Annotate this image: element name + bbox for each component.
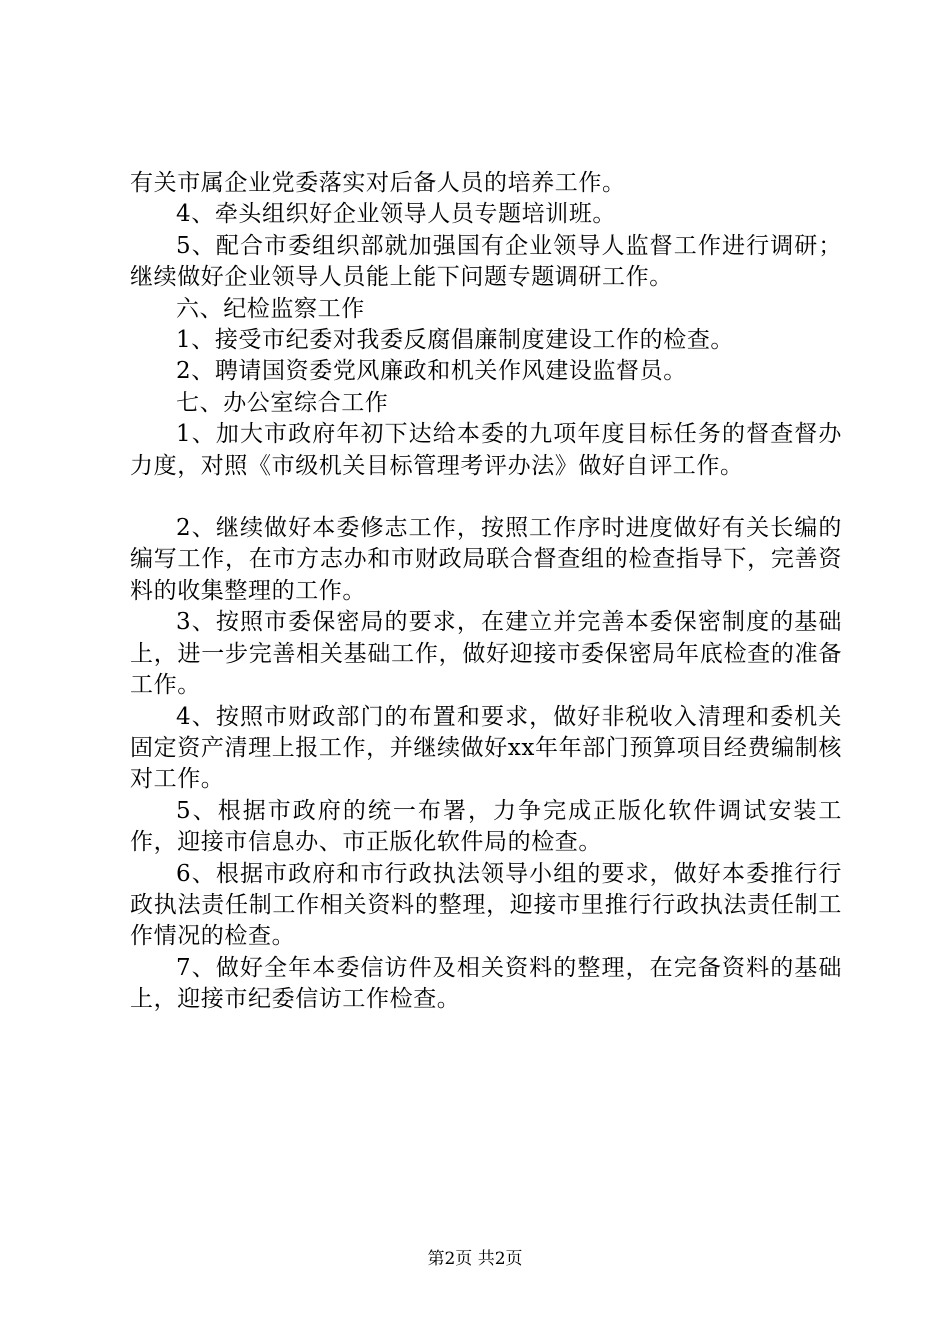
paragraph-office-5: 5、根据市政府的统一布署，力争完成正版化软件调试安装工作，迎接市信息办、市正版化软件局的检查。 <box>130 797 842 856</box>
paragraph-discipline-1: 1、接受市纪委对我委反腐倡廉制度建设工作的检查。 <box>176 327 735 354</box>
paragraph-continuation: 有关市属企业党委落实对后备人员的培养工作。 <box>130 170 626 196</box>
document-body <box>130 168 842 1016</box>
paragraph-office-3: 3、按照市委保密局的要求，在建立并完善本委保密制度的基础上，进一步完善相关基础工作，做好迎接市委保密局年底检查的准备工作。 <box>130 609 842 699</box>
paragraph-item-5: 5、配合市委组织部就加强国有企业领导人监督工作进行调研；继续做好企业领导人员能上能下问题专题调研工作。 <box>130 232 842 291</box>
paragraph-office-1: 1、加大市政府年初下达给本委的九项年度目标任务的督查督办力度，对照《市级机关目标管理考评办法》做好自评工作。 <box>130 421 842 479</box>
section-heading-office: 七、办公室综合工作 <box>176 389 389 416</box>
paragraph-item-4: 4、牵头组织好企业领导人员专题培训班。 <box>176 201 617 228</box>
paragraph-office-7: 7、做好全年本委信访件及相关资料的整理，在完备资料的基础上，迎接市纪委信访工作检查。 <box>130 954 842 1013</box>
paragraph-office-6: 6、根据市政府和市行政执法领导小组的要求，做好本委推行行政执法责任制工作相关资料的整理，迎接市里推行行政执法责任制工作情况的检查。 <box>130 860 842 950</box>
page-number-footer: 第2页 共2页 <box>427 1249 523 1269</box>
section-heading-discipline: 六、纪检监察工作 <box>176 295 365 322</box>
paragraph-discipline-2: 2、聘请国资委党风廉政和机关作风建设监督员。 <box>176 358 687 385</box>
paragraph-office-2: 2、继续做好本委修志工作，按照工作序时进度做好有关长编的编写工作，在市方志办和市财政局联合督查组的检查指导下，完善资料的收集整理的工作。 <box>130 515 842 604</box>
paragraph-office-4: 4、按照市财政部门的布置和要求，做好非税收入清理和委机关固定资产清理上报工作，并继续做好xx年年部门预算项目经费编制核对工作。 <box>130 703 842 793</box>
